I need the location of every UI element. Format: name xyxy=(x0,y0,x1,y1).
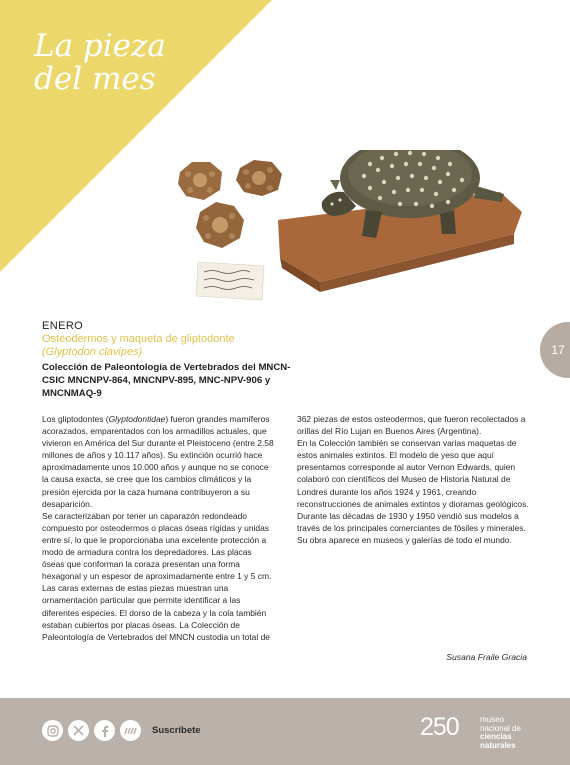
section-title xyxy=(34,30,234,96)
logo-line-1: museo xyxy=(480,715,505,724)
subscribe-link[interactable]: Suscríbete xyxy=(152,725,201,736)
article-author: Susana Fraile Gracia xyxy=(446,652,527,662)
article-column-left xyxy=(42,413,274,643)
p1-taxon: Glyptodontidae xyxy=(108,414,166,424)
osteoderm-1 xyxy=(178,162,222,200)
piece-month: ENERO xyxy=(42,320,84,332)
page-number-tab xyxy=(540,322,570,378)
glyptodont-photo xyxy=(170,150,530,310)
osteoderm-3 xyxy=(196,202,244,248)
handwritten-label-card xyxy=(196,262,264,300)
section-title-line1: La pieza xyxy=(34,28,166,64)
page-number: 17 xyxy=(551,343,565,357)
social-links xyxy=(42,720,201,741)
osteoderm-2 xyxy=(236,160,282,196)
article-paragraph-1 xyxy=(42,413,274,510)
logo-anniversary-number: 250 xyxy=(420,713,459,741)
x-icon[interactable] xyxy=(68,720,89,741)
section-title-line2: del mes xyxy=(34,61,156,97)
logo-line-4: naturales xyxy=(480,740,516,750)
logo-line-2: nacional de xyxy=(480,723,521,733)
museum-logo xyxy=(420,710,540,754)
article-paragraph-3: En la Colección también se conservan varias maquetas de estos animales extintos. El modelo de yeso que aquí presentamos corresponde al autor Vernon Edwards, quien colaboró con científicos del Museo de Historia Natural de Londres durante los años 1924 y 1961, creando reconstrucciones de animales extintos y dioramas geológicos. Durante las décadas de 1930 y 1950 vendió sus modelos a través de los principales comerciantes de fósiles y minerales. Su obra aparece en museos y galerías de todo el mundo. xyxy=(297,438,529,545)
article-paragraph-2-continued: 362 piezas de estos osteodermos, que fueron recolectados a orillas del Río Lujan en Buenos Aires (Argentina). xyxy=(297,414,526,437)
instagram-icon[interactable] xyxy=(42,720,63,741)
logo-line-3: ciencias xyxy=(480,732,512,741)
footer xyxy=(0,698,570,765)
article-column-right xyxy=(297,413,529,546)
p1-rest: ) fueron grandes mamíferos acorazados, emparentados con los armadillos actuales, que vivieron en América del Sur durante el Pleistoceno (entre 2.58 millones de años y 10.117 años). Su extinción ocurrió hace aproximadamente unos 10.000 años y aunque no se conoce la causa exacta, se cree que los cambios climáticos y la presión ejercida por la caza humana contribuyeron a su desaparición. xyxy=(42,414,274,509)
piece-header xyxy=(42,320,292,400)
facebook-icon[interactable] xyxy=(94,720,115,741)
p1-start: Los gliptodontes ( xyxy=(42,414,109,424)
article-paragraph-2: Se caracterizaban por tener un caparazón redondeado compuesto por osteodermos o placas óseas rígidas y unidas entre sí, lo que le proporcionaba una excelente protección a modo de armadura contra los depredadores. Las placas óseas que conforman la coraza presentan una forma hexagonal y un espesor de aproximadamente entre 1 y 5 cm. Las caras externas de estas piezas muestran una ornamentación particular que permite identificar a las diferentes especies. El dorso de la cabeza y la cola también estaban cubiertos por placas óseas. La Colección de Paleontología de Vertebrados del MNCN custodia un total de xyxy=(42,510,272,642)
piece-title: Osteodermos y maqueta de gliptodonte xyxy=(42,333,235,345)
logo-text xyxy=(480,716,521,750)
piece-scientific-name: (Glyptodon clavipes) xyxy=(42,346,143,358)
newsletter-icon[interactable] xyxy=(120,720,141,741)
piece-collection: Colección de Paleontología de Vertebrados del MNCN-CSIC MNCNPV-864, MNCNPV-895, MNC-NPV-906 y MNCNMAQ-9 xyxy=(42,362,291,399)
